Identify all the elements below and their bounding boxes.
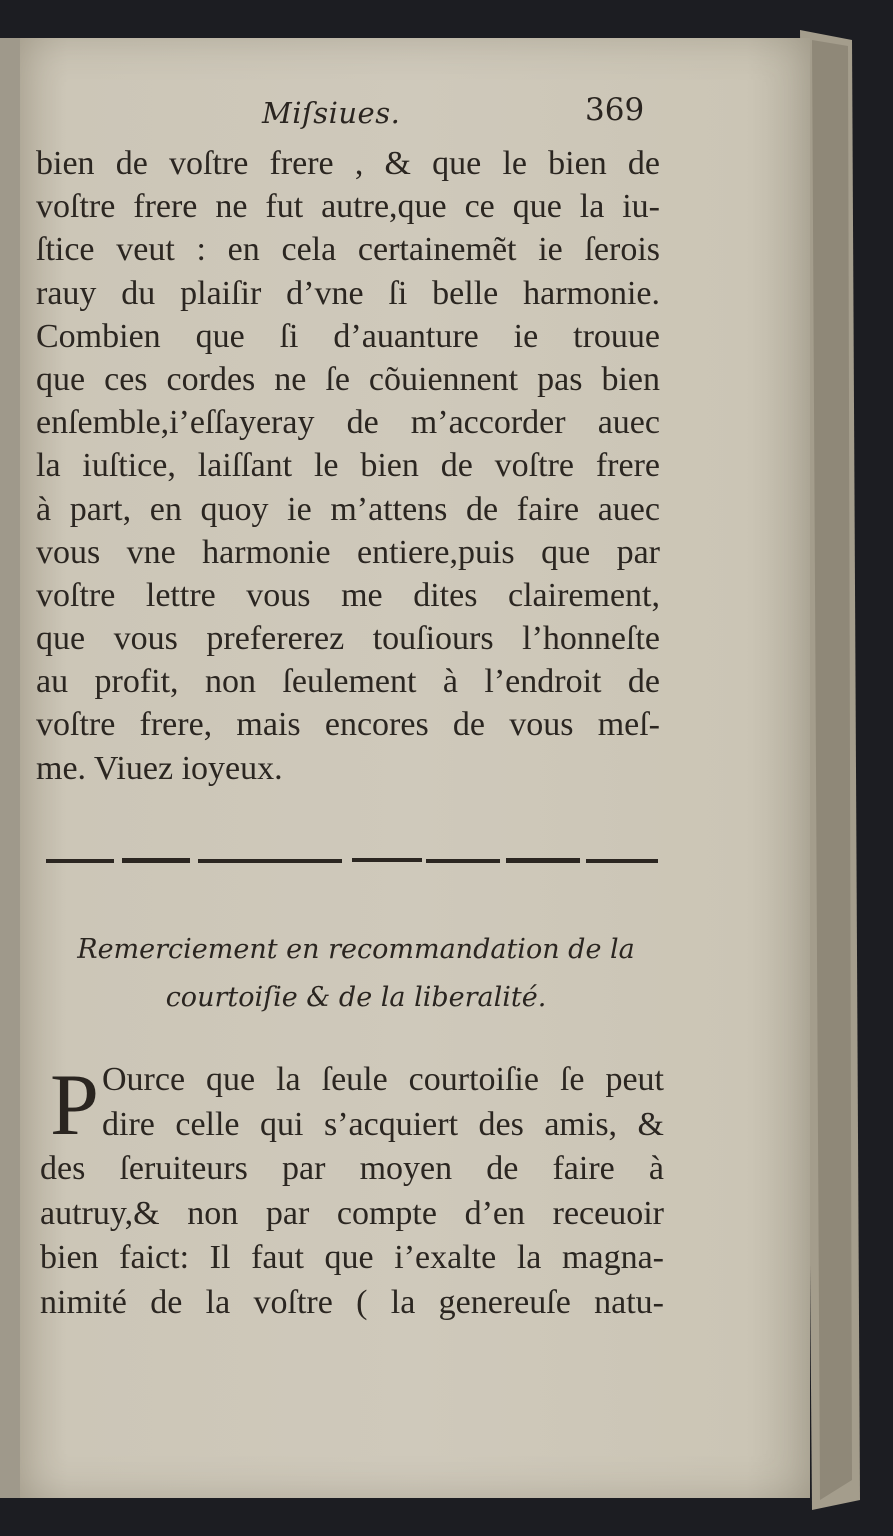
text-line: vous vne harmonie entiere,puis que par — [36, 533, 660, 571]
text-line: la iuſtice, laiſſant le bien de voſtre frere — [36, 447, 660, 485]
text-line: voſtre frere ne fut autre,que ce que la iu- — [36, 188, 660, 226]
text-line: que ces cordes ne ſe cõuiennent pas bien — [36, 360, 660, 398]
text-line: voſtre frere, mais encores de vous meſ- — [36, 706, 660, 744]
running-head: Miſsiues. — [262, 96, 401, 130]
page-number: 369 — [585, 92, 645, 128]
section-title — [36, 926, 676, 1022]
letter-paragraph — [40, 1058, 664, 1325]
text-line: ſtice veut : en cela certainemẽt ie ſerois — [36, 231, 660, 269]
text-line: au profit, non ſeulement à l’endroit de — [36, 663, 660, 701]
text-line: Combien que ſi d’auanture ie trouue — [36, 317, 660, 355]
text-line: bien de voſtre frere , & que le bien de — [36, 145, 660, 182]
title-line: Remerciement en recommandation de la — [77, 934, 635, 965]
body-paragraph — [36, 142, 660, 790]
text-line: dire celle qui s’acquiert des amis, & — [102, 1105, 664, 1143]
text-line: des ſeruiteurs par moyen de faire à — [40, 1150, 664, 1187]
text-line: autruy,& non par compte d’en receuoir — [40, 1194, 664, 1232]
title-line: courtoiſie & de la liberalité. — [165, 982, 547, 1013]
text-line: voſtre lettre vous me dites clairement, — [36, 576, 660, 614]
text-line: me. Viuez ioyeux. — [36, 749, 283, 787]
text-line: enſemble,i’eſſayeray de m’accorder auec — [36, 404, 660, 442]
ornamental-rule — [46, 854, 660, 868]
text-line: à part, en quoy ie m’attens de faire auec — [36, 490, 660, 528]
page-header — [0, 92, 893, 140]
text-line: nimité de la voſtre ( la genereuſe natu- — [40, 1283, 664, 1321]
drop-cap: P — [50, 1057, 99, 1154]
text-line: Ource que la ſeule courtoiſie ſe peut — [102, 1061, 664, 1098]
text-line: rauy du plaiſir d’vne ſi belle harmonie. — [36, 274, 660, 312]
text-line: que vous prefererez touſiours l’honneſte — [36, 620, 660, 658]
text-line: bien faict: Il faut que i’exalte la magna- — [40, 1239, 664, 1276]
